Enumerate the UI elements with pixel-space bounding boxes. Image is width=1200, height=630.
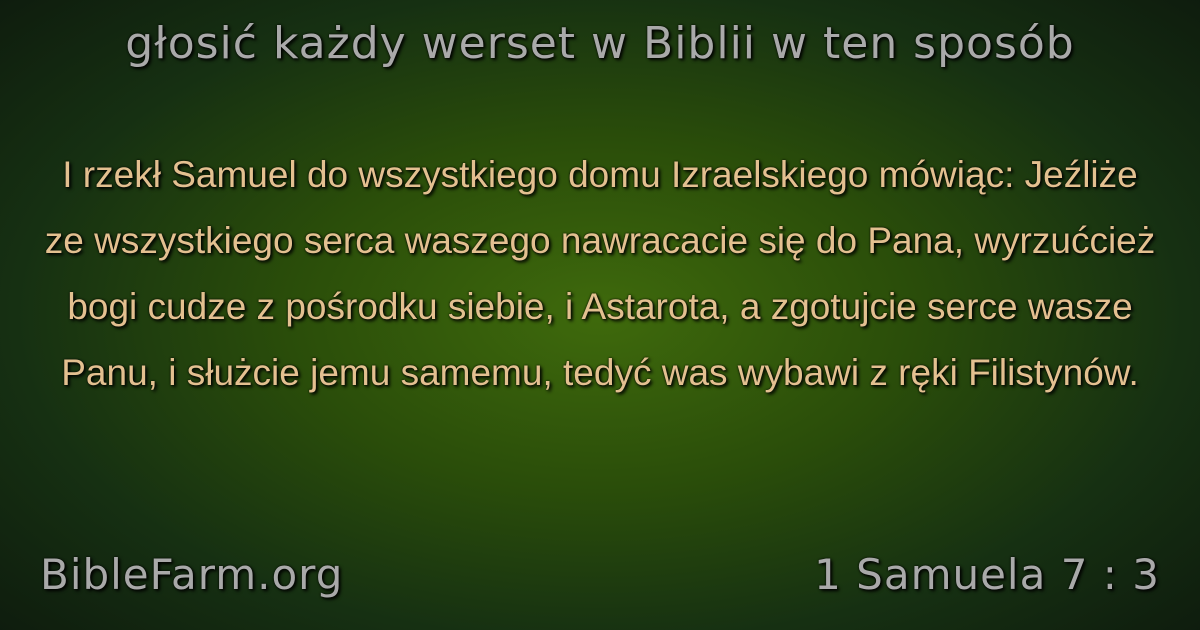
verse-reference: 1 Samuela 7 : 3 [814,550,1160,599]
site-name: BibleFarm.org [40,550,344,599]
tagline-heading: głosić każdy werset w Biblii w ten sposób [125,18,1075,69]
verse-text: I rzekł Samuel do wszystkiego domu Izraelskiego mówiąc: Jeźliże ze wszystkiego serca waszego nawracacie się do Pana, wyrzućcież bogi cudze z pośrodku siebie, i Astarota, a zgotujcie serce wasze Panu, i służcie jemu samemu, tedyć was wybawi z ręki Filistynów. [44,154,1156,393]
